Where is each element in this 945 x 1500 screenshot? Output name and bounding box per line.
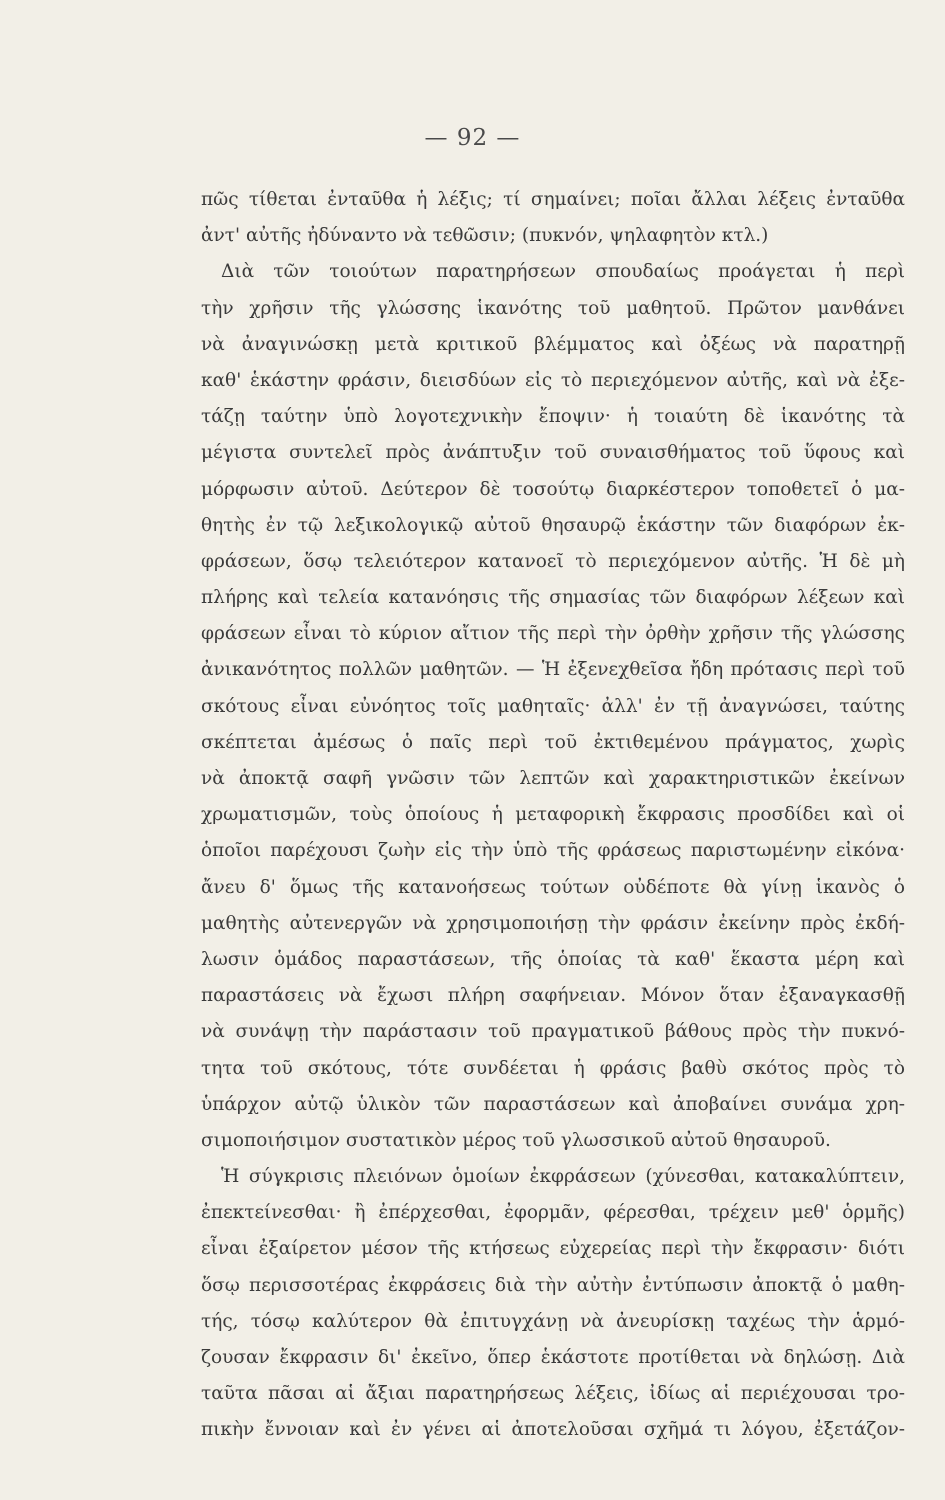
text-line: τὴν χρῆσιν τῆς γλώσσης ἱκανότης τοῦ μαθητοῦ. Πρῶτον μανθάνει [201, 297, 905, 319]
text-line: καθ' ἑκάστην φράσιν, διεισδύων εἰς τὸ περιεχόμενον αὐτῆς, καὶ νὰ ἐξε- [201, 369, 905, 391]
text-line: ὅσῳ περισσοτέρας ἐκφράσεις διὰ τὴν αὐτὴν ἐντύπωσιν ἀποκτᾷ ὁ μαθη- [201, 1274, 905, 1296]
text-line: μαθητὴς αὐτενεργῶν νὰ χρησιμοποιήσῃ τὴν φράσιν ἐκείνην πρὸς ἐκδή- [201, 912, 905, 934]
text-line: τητα τοῦ σκότους, τότε συνδέεται ἡ φράσις βαθὺ σκότος πρὸς τὸ [201, 1057, 905, 1079]
text-line: πῶς τίθεται ἐνταῦθα ἡ λέξις; τί σημαίνει; ποῖαι ἄλλαι λέξεις ἐνταῦθα [201, 189, 905, 210]
text-line: τής, τόσῳ καλύτερον θὰ ἐπιτυγχάνῃ νὰ ἀνευρίσκῃ ταχέως τὴν ἁρμό- [201, 1310, 905, 1332]
text-line: ὑπάρχον αὐτῷ ὑλικὸν τῶν παραστάσεων καὶ ἀποβαίνει συνάμα χρη- [201, 1093, 905, 1115]
text-line: ζουσαν ἔκφρασιν δι' ἐκεῖνο, ὅπερ ἑκάστοτε προτίθεται νὰ δηλώσῃ. Διὰ [201, 1347, 905, 1368]
text-line: φράσεων εἶναι τὸ κύριον αἴτιον τῆς περὶ τὴν ὀρθὴν χρῆσιν τῆς γλώσσης [201, 623, 905, 645]
text-line: φράσεων, ὅσῳ τελειότερον κατανοεῖ τὸ περιεχόμενον αὐτῆς. Ἡ δὲ μὴ [201, 550, 905, 572]
text-line: ὁποῖοι παρέχουσι ζωὴν εἰς τὴν ὑπὸ τῆς φράσεως παριστωμένην εἰκόνα· [201, 840, 905, 862]
text-line: πικὴν ἔννοιαν καὶ ἐν γένει αἱ ἀποτελοῦσαι σχῆμά τι λόγου, ἐξετάζον- [201, 1419, 905, 1441]
page-number: — 92 — [424, 125, 521, 151]
text-line: ἄνευ δ' ὅμως τῆς κατανοήσεως τούτων οὐδέποτε θὰ γίνῃ ἱκανὸς ὁ [201, 876, 905, 898]
text-line: Ἡ σύγκρισις πλειόνων ὁμοίων ἐκφράσεων (χύνεσθαι, κατακαλύπτειν, [221, 1166, 905, 1188]
text-line: ἐπεκτείνεσθαι· ἢ ἐπέρχεσθαι, ἐφορμᾶν, φέρεσθαι, τρέχειν μεθ' ὁρμῆς) [201, 1202, 905, 1224]
text-line: Διὰ τῶν τοιούτων παρατηρήσεων σπουδαίως προάγεται ἡ περὶ [221, 261, 905, 283]
text-line: παραστάσεις νὰ ἔχωσι πλήρη σαφήνειαν. Μόνον ὅταν ἐξαναγκασθῇ [201, 985, 905, 1007]
text-line: χρωματισμῶν, τοὺς ὁποίους ἡ μεταφορικὴ ἔκφρασις προσδίδει καὶ οἱ [201, 804, 905, 826]
text-line: σκέπτεται ἀμέσως ὁ παῖς περὶ τοῦ ἐκτιθεμένου πράγματος, χωρὶς [201, 731, 905, 753]
text-line: τάζῃ ταύτην ὑπὸ λογοτεχνικὴν ἔποψιν· ἡ τοιαύτη δὲ ἱκανότης τὰ [201, 406, 905, 428]
text-line: ἀντ' αὐτῆς ἠδύναντο νὰ τεθῶσιν; (πυκνόν, ψηλαφητὸν κτλ.) [201, 225, 769, 247]
text-line: πλήρης καὶ τελεία κατανόησις τῆς σημασίας τῶν διαφόρων λέξεων καὶ [201, 587, 905, 609]
text-line: θητὴς ἐν τῷ λεξικολογικῷ αὐτοῦ θησαυρῷ ἑκάστην τῶν διαφόρων ἐκ- [201, 514, 905, 536]
text-line: σκότους εἶναι εὐνόητος τοῖς μαθηταῖς· ἀλλ' ἐν τῇ ἀναγνώσει, ταύτης [201, 695, 905, 717]
text-line: λωσιν ὁμάδος παραστάσεων, τῆς ὁποίας τὰ καθ' ἕκαστα μέρη καὶ [201, 948, 905, 970]
text-line: νὰ ἀποκτᾷ σαφῆ γνῶσιν τῶν λεπτῶν καὶ χαρακτηριστικῶν ἐκείνων [201, 768, 905, 789]
text-line: εἶναι ἐξαίρετον μέσον τῆς κτήσεως εὐχερείας περὶ τὴν ἔκφρασιν· διότι [201, 1238, 905, 1260]
text-line: σιμοποιήσιμον συστατικὸν μέρος τοῦ γλωσσικοῦ αὐτοῦ θησαυροῦ. [201, 1129, 831, 1151]
text-line: μέγιστα συντελεῖ πρὸς ἀνάπτυξιν τοῦ συναισθήματος τοῦ ὕφους καὶ [201, 442, 905, 464]
text-line: νὰ ἀναγινώσκῃ μετὰ κριτικοῦ βλέμματος καὶ ὀξέως νὰ παρατηρῇ [201, 333, 905, 355]
text-line: ἀνικανότητος πολλῶν μαθητῶν. — Ἡ ἐξενεχθεῖσα ἤδη πρότασις περὶ τοῦ [201, 659, 905, 681]
text-line: ταῦτα πᾶσαι αἱ ἄξιαι παρατηρήσεως λέξεις, ἰδίως αἱ περιέχουσαι τρο- [201, 1383, 905, 1405]
text-line: νὰ συνάψῃ τὴν παράστασιν τοῦ πραγματικοῦ βάθους πρὸς τὴν πυκνό- [201, 1021, 905, 1043]
text-line: μόρφωσιν αὐτοῦ. Δεύτερον δὲ τοσούτῳ διαρκέστερον τοποθετεῖ ὁ μα- [201, 478, 905, 500]
body-text [201, 182, 905, 1449]
